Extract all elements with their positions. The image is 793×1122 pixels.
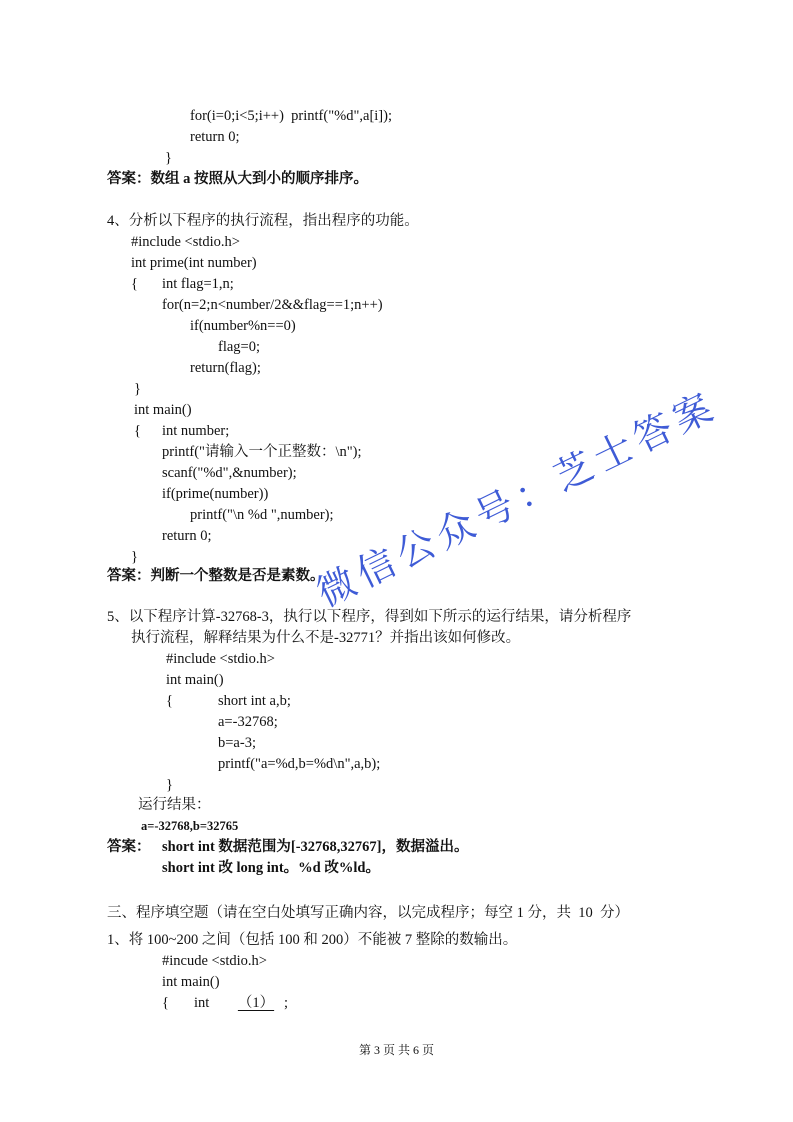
code-line: b=a-3; xyxy=(218,735,256,751)
code-line: int xyxy=(194,995,210,1011)
answer-label: 答案： xyxy=(107,839,151,855)
answer-line: short int 数据范围为[-32768,32767]，数据溢出。 xyxy=(162,839,469,855)
code-line: flag=0; xyxy=(218,339,260,355)
code-line: printf("a=%d,b=%d\n",a,b); xyxy=(218,756,381,772)
code-line: for(n=2;n<number/2&&flag==1;n++) xyxy=(162,297,383,313)
code-line: { xyxy=(166,693,173,709)
code-line: } xyxy=(166,777,173,793)
run-result-label: 运行结果： xyxy=(138,797,211,813)
code-line: int main() xyxy=(166,672,224,688)
code-line: printf("\n %d ",number); xyxy=(190,507,334,523)
code-line: int prime(int number) xyxy=(131,255,257,271)
code-line: a=-32768; xyxy=(218,714,278,730)
answer-line: 答案：判断一个整数是否是素数。 xyxy=(107,568,325,584)
code-line: int number; xyxy=(162,423,230,439)
page-footer: 第 3 页 共 6 页 xyxy=(358,1043,434,1057)
code-line: } xyxy=(131,549,138,565)
code-line: for(i=0;i<5;i++) printf("%d",a[i]); xyxy=(190,108,392,124)
question-4: 4、分析以下程序的执行流程，指出程序的功能。 xyxy=(107,213,419,229)
section-heading: 三、程序填空题（请在空白处填写正确内容，以完成程序；每空 1 分，共 10 分） xyxy=(107,905,629,921)
question-5-cont: 执行流程，解释结果为什么不是-32771？并指出该如何修改。 xyxy=(131,630,521,646)
code-line: int flag=1,n; xyxy=(162,276,234,292)
code-line: #include <stdio.h> xyxy=(166,651,275,667)
answer-line: short int 改 long int。%d 改%ld。 xyxy=(162,860,380,876)
code-line: } xyxy=(134,381,141,397)
answer-line: 答案：数组 a 按照从大到小的顺序排序。 xyxy=(107,171,368,187)
code-line: #incude <stdio.h> xyxy=(162,953,267,969)
code-line: int main() xyxy=(134,402,192,418)
code-line: { xyxy=(131,276,138,292)
code-line: ; xyxy=(284,995,289,1011)
question-5: 5、以下程序计算-32768-3，执行以下程序，得到如下所示的运行结果，请分析程序 xyxy=(107,609,632,625)
watermark: 微信公众号：芝士答案 xyxy=(309,382,725,616)
code-line: printf("请输入一个正整数：\n"); xyxy=(162,444,362,460)
code-line: return 0; xyxy=(190,129,240,145)
code-line: if(number%n==0) xyxy=(190,318,296,334)
code-line: int main() xyxy=(162,974,220,990)
code-line: return 0; xyxy=(162,528,212,544)
code-line: { xyxy=(162,995,169,1011)
code-line: { xyxy=(134,423,141,439)
code-line: #include <stdio.h> xyxy=(131,234,240,250)
code-line: } xyxy=(165,150,172,166)
code-line: short int a,b; xyxy=(218,693,291,709)
blank-1: （1） xyxy=(237,995,275,1011)
question-1: 1、将 100~200 之间（包括 100 和 200）不能被 7 整除的数输出。 xyxy=(107,932,518,948)
code-line: if(prime(number)) xyxy=(162,486,269,502)
run-result-value: a=-32768,b=32765 xyxy=(141,819,239,833)
code-line: return(flag); xyxy=(190,360,261,376)
code-line: scanf("%d",&number); xyxy=(162,465,297,481)
